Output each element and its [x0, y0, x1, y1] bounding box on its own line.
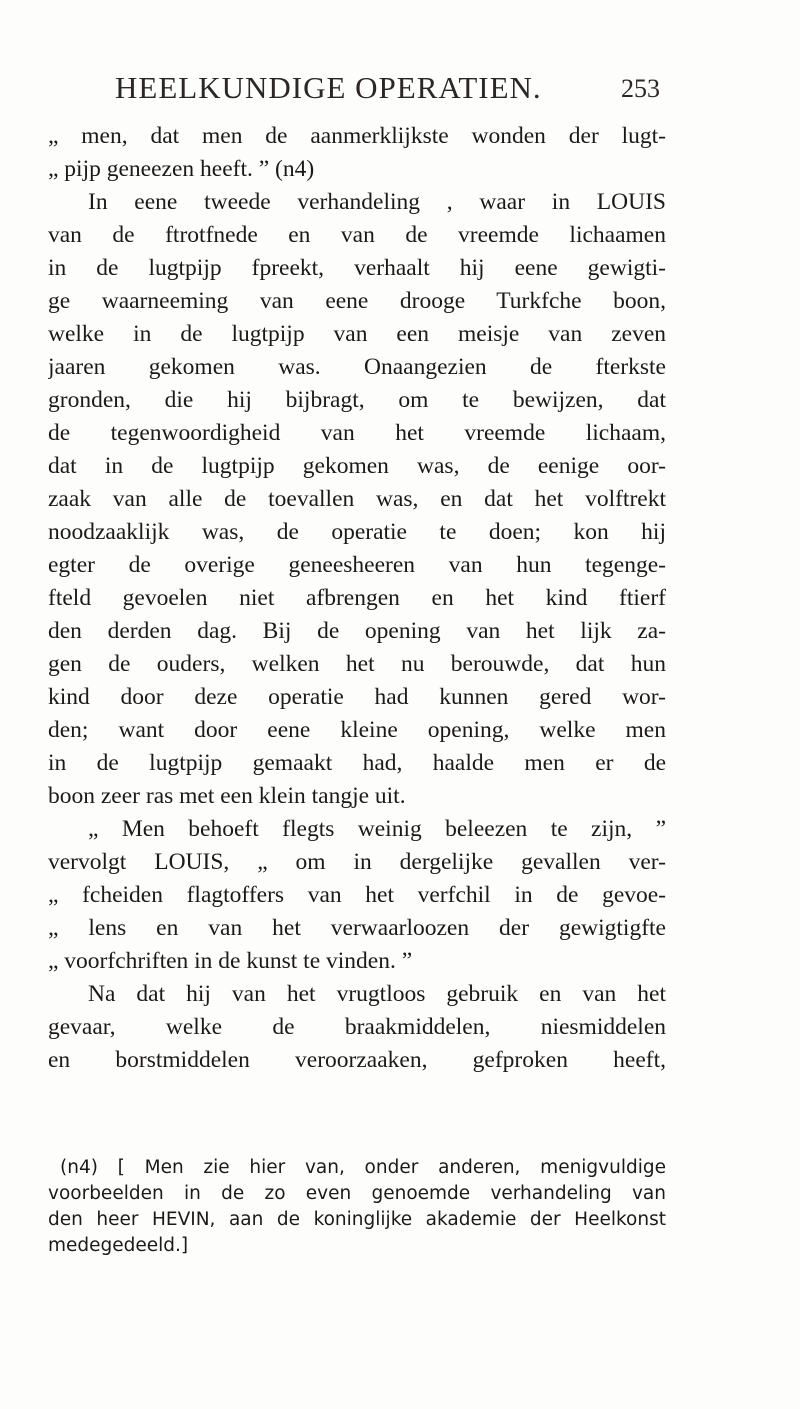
body-line-25: „ lens en van het verwaarloozen der gewigtigfte [48, 915, 666, 941]
body-line-29: en borstmiddelen veroorzaaken, gefproken heeft, [48, 1047, 666, 1073]
footnote-line-3: den heer HEVIN, aan de koninglijke akademie der Heelkonst [48, 1209, 666, 1230]
body-line-26: „ voorfchriften in de kunst te vinden. ” [48, 948, 413, 974]
body-line-9: gronden, die hij bijbragt, om te bewijzen, dat [48, 387, 666, 413]
body-line-22: „ Men behoeft flegts weinig beleezen te zijn, ” [88, 816, 666, 842]
body-line-27: Na dat hij van het vrugtloos gebruik en van het [88, 981, 666, 1007]
body-line-4: van de ftrotfnede en van de vreemde lichaamen [48, 222, 666, 248]
body-line-3: In eene tweede verhandeling , waar in LOUIS [88, 189, 666, 215]
body-line-15: fteld gevoelen niet afbrengen en het kind ftierf [48, 585, 666, 611]
body-line-7: welke in de lugtpijp van een meisje van zeven [48, 321, 666, 347]
body-line-11: dat in de lugtpijp gekomen was, de eenige oor- [48, 453, 666, 479]
footnote [48, 1155, 666, 1259]
body-line-14: egter de overige geneesheeren van hun tegenge- [48, 552, 666, 578]
running-title: HEELKUNDIGE OPERATIEN. [115, 70, 542, 105]
page-number: 253 [621, 74, 660, 103]
footnote-line-4: medegedeeld.] [48, 1235, 189, 1256]
footnote-line-1: (n4) [ Men zie hier van, onder anderen, menigvuldige [60, 1157, 666, 1178]
body-line-23: vervolgt LOUIS, „ om in dergelijke gevallen ver- [48, 849, 666, 875]
body-line-19: den; want door eene kleine opening, welke men [48, 717, 666, 743]
body-line-6: ge waarneeming van eene drooge Turkfche boon, [48, 288, 666, 314]
body-line-1: „ men, dat men de aanmerklijkste wonden der lugt- [48, 123, 666, 149]
page-header [115, 70, 660, 110]
body-line-12: zaak van alle de toevallen was, en dat het volftrekt [48, 486, 666, 512]
body-line-20: in de lugtpijp gemaakt had, haalde men er de [48, 750, 666, 776]
body-line-28: gevaar, welke de braakmiddelen, niesmiddelen [48, 1014, 666, 1040]
body-line-10: de tegenwoordigheid van het vreemde lichaam, [48, 420, 666, 446]
body-line-16: den derden dag. Bij de opening van het lijk za- [48, 618, 666, 644]
body-line-24: „ fcheiden flagtoffers van het verfchil in de gevoe- [48, 882, 666, 908]
body-line-13: noodzaaklijk was, de operatie te doen; kon hij [48, 519, 666, 545]
body-line-18: kind door deze operatie had kunnen gered wor- [48, 684, 666, 710]
body-line-21: boon zeer ras met een klein tangje uit. [48, 783, 406, 809]
body-line-17: gen de ouders, welken het nu berouwde, dat hun [48, 651, 666, 677]
body-line-8: jaaren gekomen was. Onaangezien de fterkste [48, 354, 666, 380]
body-text [48, 120, 666, 1077]
footnote-line-2: voorbeelden in de zo even genoemde verhandeling van [48, 1183, 666, 1204]
body-line-5: in de lugtpijp fpreekt, verhaalt hij eene gewigti- [48, 255, 666, 281]
body-line-2: „ pijp geneezen heeft. ” (n4) [48, 156, 315, 182]
